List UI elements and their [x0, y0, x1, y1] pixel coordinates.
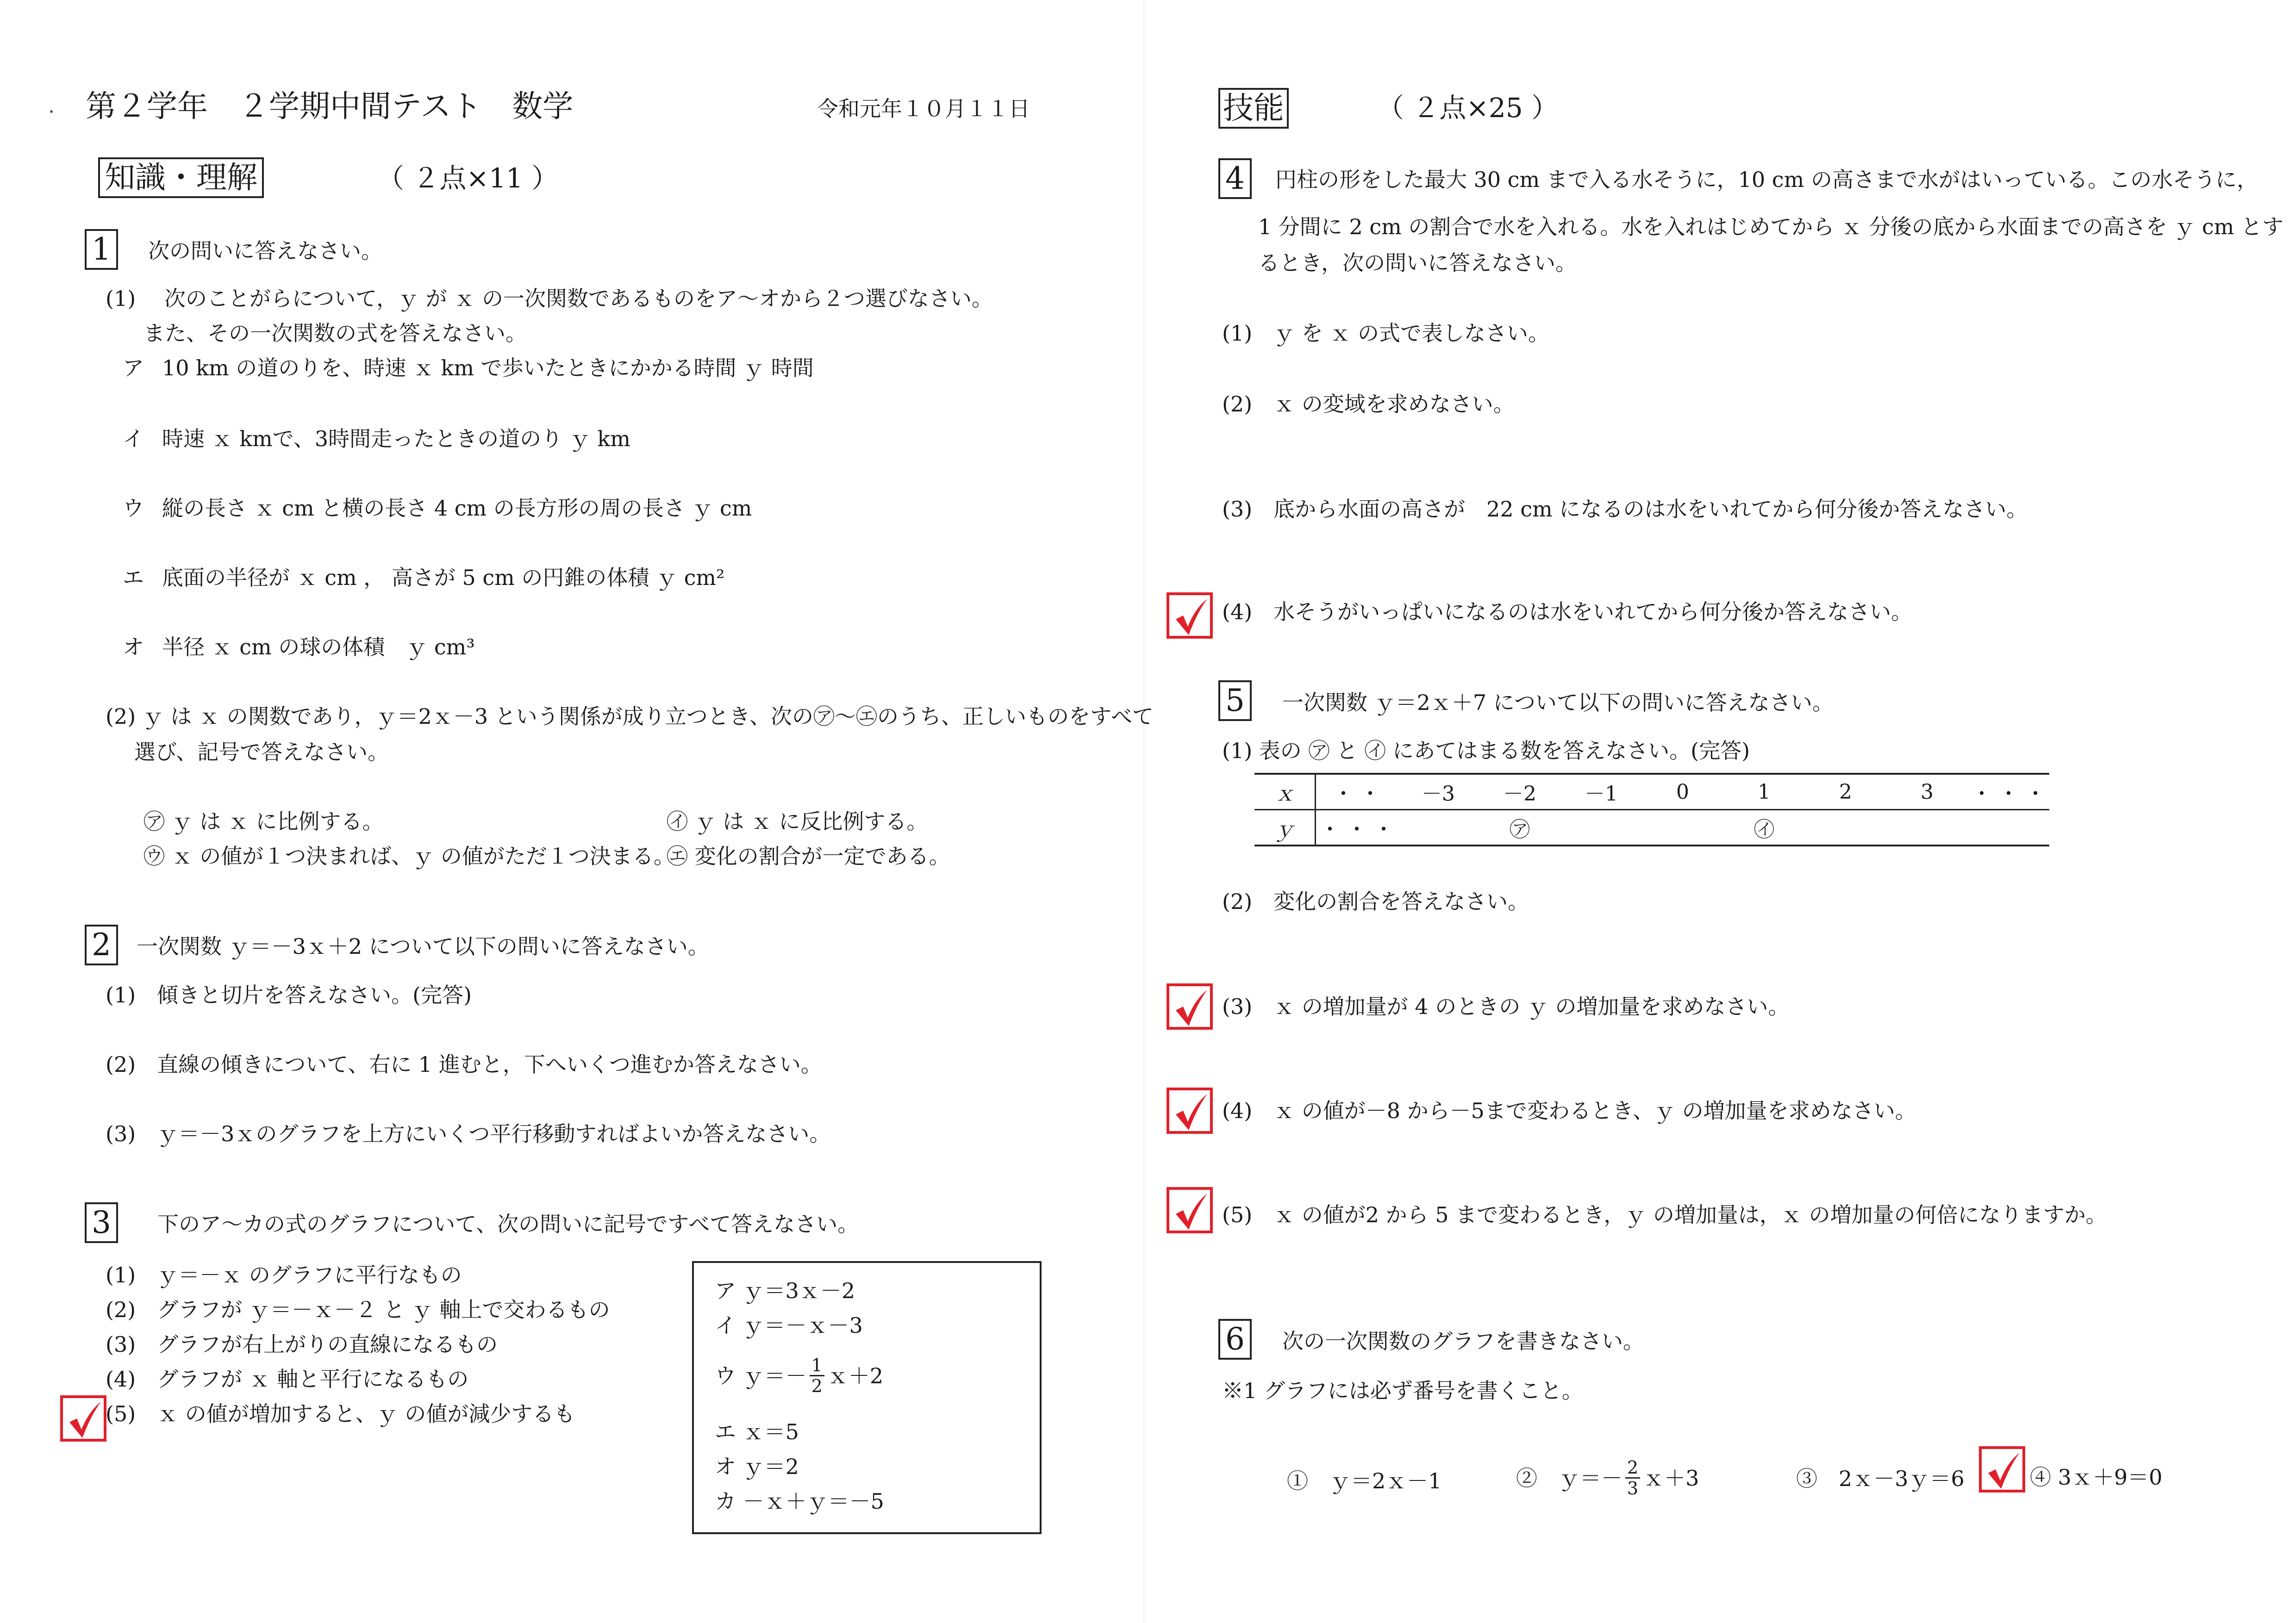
q2-sub: (3) ｙ＝－3ｘのグラフを上方にいくつ平行移動すればよいか答えなさい。	[106, 1121, 831, 1146]
speck	[50, 110, 53, 113]
q1-item-text: 半径 ｘ cm の球の体積 ｙ cm³	[162, 634, 475, 659]
q1-item-text: 縦の長さ ｘ cm と横の長さ 4 cm の長方形の周の長さ ｙ cm	[162, 496, 752, 521]
q1-sub2-line2: 選び、記号で答えなさい。	[134, 740, 389, 765]
q5-prompt: 一次関数 ｙ＝2ｘ＋7 について以下の問いに答えなさい。	[1282, 690, 1834, 715]
question-number-4: 4	[1218, 158, 1252, 199]
q1-item-mark: オ	[123, 634, 144, 659]
q1-sub1-line1: 次のことがらについて，ｙ が ｘ の一次関数であるものをア～オから２つ選びなさい。	[164, 286, 993, 311]
table-cell: ㋑	[1723, 810, 1805, 846]
fraction-numerator: 2	[1625, 1458, 1640, 1479]
q6-formula-1: ① ｙ＝2ｘ－1	[1287, 1468, 1442, 1493]
section-points-knowledge: （ ２点×11 ）	[377, 162, 559, 194]
q5-sub: (2) 変化の割合を答えなさい。	[1222, 889, 1529, 914]
check-mark-icon	[60, 1395, 106, 1442]
q1-choice: ㋐ ｙ は ｘ に比例する。	[144, 809, 384, 834]
value-table-y-row	[1254, 810, 2049, 846]
check-mark-icon	[1167, 1187, 1213, 1233]
formula-item: エ ｘ＝5	[715, 1419, 799, 1444]
q1-sub1-number: (1)	[106, 286, 136, 311]
table-cell: 1	[1723, 774, 1805, 810]
q1-item-mark: エ	[123, 565, 144, 590]
table-cell: ・ ・ ・	[1316, 810, 1398, 846]
table-cell	[1398, 810, 1479, 846]
formula-item: オ ｙ＝2	[715, 1454, 799, 1479]
q6-formula-2	[1516, 1458, 1699, 1498]
table-cell: －1	[1560, 774, 1642, 810]
q6-prompt: 次の一次関数のグラフを書きなさい。	[1282, 1329, 1644, 1354]
q4-line2: 1 分間に 2 cm の割合で水を入れる。水を入れはじめてから ｘ 分後の底から水面までの高さを ｙ cm とす	[1258, 214, 2284, 239]
formula-item: カ －ｘ＋ｙ＝－5	[715, 1489, 884, 1514]
table-cell: －2	[1479, 774, 1560, 810]
q6-formula-3: ③ 2ｘ－3ｙ＝6	[1796, 1466, 1965, 1491]
fraction-numerator: 1	[810, 1356, 824, 1376]
fraction-denominator: 3	[1627, 1478, 1639, 1499]
check-mark-icon	[1167, 983, 1213, 1030]
table-cell: 0	[1642, 774, 1723, 810]
question-number-6: 6	[1218, 1319, 1252, 1360]
question-number-1: 1	[85, 229, 118, 270]
q1-sub2-line1: (2) ｙ は ｘ の関数であり，ｙ＝2ｘ－3 という関係が成り立つとき、次の㋐～㋓のうち、正しいものをすべて	[106, 704, 1154, 729]
table-cell: ・ ・	[1316, 774, 1398, 810]
fraction	[1625, 1458, 1640, 1498]
q6-formula-4: ④ 3ｘ＋9＝0	[2030, 1465, 2163, 1490]
q6-formula-2-tail: ｘ＋3	[1643, 1465, 1699, 1491]
q1-choice: ㋓ 変化の割合が一定である。	[667, 844, 950, 869]
table-cell	[1968, 810, 2049, 846]
question-number-2: 2	[85, 925, 118, 965]
question-number-5: 5	[1218, 680, 1252, 721]
section-label-skills: 技能	[1218, 88, 1289, 129]
q5-sub: (5) ｘ の値が2 から 5 まで変わるとき，ｙ の増加量は，ｘ の増加量の何倍になりますか。	[1222, 1202, 2107, 1227]
q1-item-mark: イ	[123, 426, 144, 451]
check-mark-icon	[1979, 1446, 2025, 1492]
q1-item-mark: ア	[123, 355, 144, 380]
q4-sub: (3) 底から水面の高さが 22 cm になるのは水をいれてから何分後か答えなさい。	[1222, 497, 2028, 522]
q5-sub: (3) ｘ の増加量が 4 のときの ｙ の増加量を求めなさい。	[1222, 994, 1790, 1019]
formula-box	[692, 1261, 1042, 1534]
q1-item-text: 底面の半径が ｘ cm ， 高さが 5 cm の円錐の体積 ｙ cm²	[162, 565, 725, 590]
q6-formula-2-head: ② ｙ＝－	[1516, 1465, 1622, 1491]
exam-title: 第２学年 ２学期中間テスト 数学	[86, 88, 574, 124]
section-label-knowledge: 知識・理解	[98, 157, 264, 198]
table-cell	[1642, 810, 1723, 846]
q3-sub: (5) ｘ の値が増加すると、ｙ の値が減少するも	[106, 1401, 575, 1426]
exam-date: 令和元年１０月１１日	[817, 96, 1030, 121]
page-fold	[1143, 0, 1144, 1623]
table-cell	[1560, 810, 1642, 846]
table-cell: ・ ・ ・	[1968, 774, 2049, 810]
q1-sub1-line2: また、その一次関数の式を答えなさい。	[144, 321, 527, 346]
table-cell: ㋐	[1479, 810, 1560, 846]
formula-tail: ｘ＋2	[827, 1363, 884, 1388]
q4-sub: (2) ｘ の変域を求めなさい。	[1222, 392, 1515, 417]
formula-item: イ ｙ＝－ｘ－3	[715, 1313, 863, 1338]
formula-item: ウ ｙ＝－	[715, 1363, 807, 1388]
q2-sub: (1) 傾きと切片を答えなさい。(完答)	[106, 983, 472, 1007]
table-cell: 2	[1805, 774, 1886, 810]
q2-sub: (2) 直線の傾きについて、右に 1 進むと，下へいくつ進むか答えなさい。	[106, 1052, 822, 1077]
table-cell: 3	[1886, 774, 1968, 810]
check-mark-icon	[1167, 592, 1213, 639]
q4-sub: (1) ｙ を ｘ の式で表しなさい。	[1222, 321, 1550, 346]
q1-item-text: 10 km の道のりを、時速 ｘ km で歩いたときにかかる時間 ｙ 時間	[162, 355, 814, 380]
section-points-skills: （ ２点×25 ）	[1377, 92, 1559, 124]
q1-item-mark: ウ	[123, 496, 144, 521]
value-table	[1254, 773, 2049, 846]
q4-sub: (4) 水そうがいっぱいになるのは水をいれてから何分後か答えなさい。	[1222, 599, 1913, 624]
check-mark-icon	[1167, 1088, 1213, 1134]
formula-item: ア ｙ＝3ｘ－2	[715, 1278, 855, 1303]
q1-choice: ㋑ ｙ は ｘ に反比例する。	[667, 809, 928, 834]
q3-sub: (3) グラフが右上がりの直線になるもの	[106, 1332, 498, 1357]
formula-item-fraction	[715, 1356, 883, 1396]
q1-choice: ㋒ ｘ の値が１つ決まれば、ｙ の値がただ１つ決まる。	[144, 844, 675, 869]
q2-prompt: 一次関数 ｙ＝－3ｘ＋2 について以下の問いに答えなさい。	[137, 934, 709, 959]
table-y-header: ｙ	[1254, 810, 1316, 846]
q4-line1: 円柱の形をした最大 30 cm まで入る水そうに，10 cm の高さまで水がはいっている。この水そうに，	[1275, 167, 2258, 192]
q3-sub: (4) グラフが ｘ 軸と平行になるもの	[106, 1367, 469, 1392]
q6-note: ※1 グラフには必ず番号を書くこと。	[1222, 1378, 1583, 1403]
table-cell: －3	[1398, 774, 1479, 810]
fraction-denominator: 2	[811, 1376, 823, 1396]
q3-sub: (2) グラフが ｙ＝－ｘ－２ と ｙ 軸上で交わるもの	[106, 1297, 610, 1322]
table-cell	[1805, 810, 1886, 846]
table-x-header: ｘ	[1254, 774, 1316, 810]
q4-line3: るとき，次の問いに答えなさい。	[1258, 250, 1577, 275]
q1-prompt: 次の問いに答えなさい。	[148, 238, 382, 263]
table-cell	[1886, 810, 1968, 846]
value-table-x-row	[1254, 774, 2049, 810]
q5-sub1: (1) 表の ㋐ と ㋑ にあてはまる数を答えなさい。(完答)	[1222, 738, 1750, 763]
q3-sub: (1) ｙ＝－ｘ のグラフに平行なもの	[106, 1262, 462, 1287]
q1-item-text: 時速 ｘ kmで、3時間走ったときの道のり ｙ km	[162, 426, 630, 451]
q3-prompt: 下のア～カの式のグラフについて、次の問いに記号ですべて答えなさい。	[157, 1212, 859, 1237]
fraction	[810, 1356, 824, 1396]
q5-sub: (4) ｘ の値が－8 から－5まで変わるとき、ｙ の増加量を求めなさい。	[1222, 1098, 1916, 1123]
question-number-3: 3	[85, 1202, 118, 1243]
